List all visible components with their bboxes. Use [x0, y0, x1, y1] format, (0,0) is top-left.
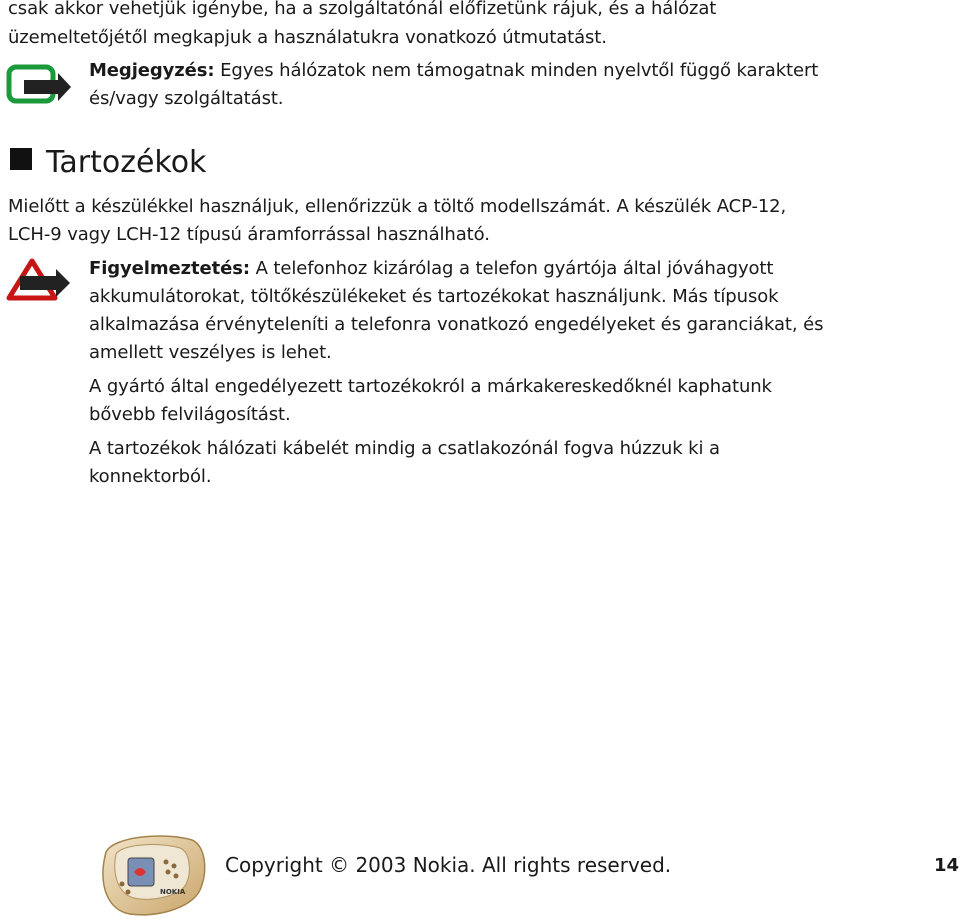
section-title: Tartozékok: [46, 145, 207, 180]
para3-line-2: konnektorból.: [89, 466, 212, 487]
intro-line-1: csak akkor vehetjük igénybe, ha a szolgáltatónál előfizetünk rájuk, és a hálózat: [8, 0, 717, 19]
phone-image: [96, 832, 208, 918]
para3-line-1: A tartozékok hálózati kábelét mindig a csatlakozónál fogva húzzuk ki a: [89, 438, 720, 459]
copyright-text: Copyright © 2003 Nokia. All rights reserved.: [225, 853, 672, 877]
warning-label: Figyelmeztetés:: [89, 258, 250, 279]
page-number: 14: [934, 855, 960, 876]
warning-line-3: alkalmazása érvényteleníti a telefonra vonatkozó engedélyeket és garanciákat, és: [89, 314, 824, 335]
note-text: Egyes hálózatok nem támogatnak minden nyelvtől függő karaktert: [214, 60, 819, 81]
note-line-2: és/vagy szolgáltatást.: [89, 88, 284, 109]
warning-text: A telefonhoz kizárólag a telefon gyártója által jóváhagyott: [249, 258, 774, 279]
heading-bullet-icon: [10, 148, 32, 170]
warning-line-1: [89, 259, 773, 279]
section-heading: [10, 145, 206, 181]
section-line-1: Mielőtt a készülékkel használjuk, ellenőrizzük a töltő modellszámát. A készülék ACP-12,: [8, 196, 787, 217]
intro-line-2: üzemeltetőjétől megkapjuk a használatukra vonatkozó útmutatást.: [8, 27, 607, 48]
warning-line-4: amellett veszélyes is lehet.: [89, 342, 332, 363]
warning-icon: [6, 258, 72, 304]
note-line-1: [89, 61, 818, 81]
warning-line-2: akkumulátorokat, töltőkészülékeket és tartozékokat használjunk. Más típusok: [89, 286, 779, 307]
para2-line-2: bővebb felvilágosítást.: [89, 404, 291, 425]
note-icon: [6, 64, 72, 106]
para2-line-1: A gyártó által engedélyezett tartozékokról a márkakereskedőknél kaphatunk: [89, 376, 772, 397]
section-line-2: LCH-9 vagy LCH-12 típusú áramforrással használható.: [8, 224, 490, 245]
phone-brand: NOKIA: [160, 888, 186, 896]
note-label: Megjegyzés:: [89, 60, 215, 81]
